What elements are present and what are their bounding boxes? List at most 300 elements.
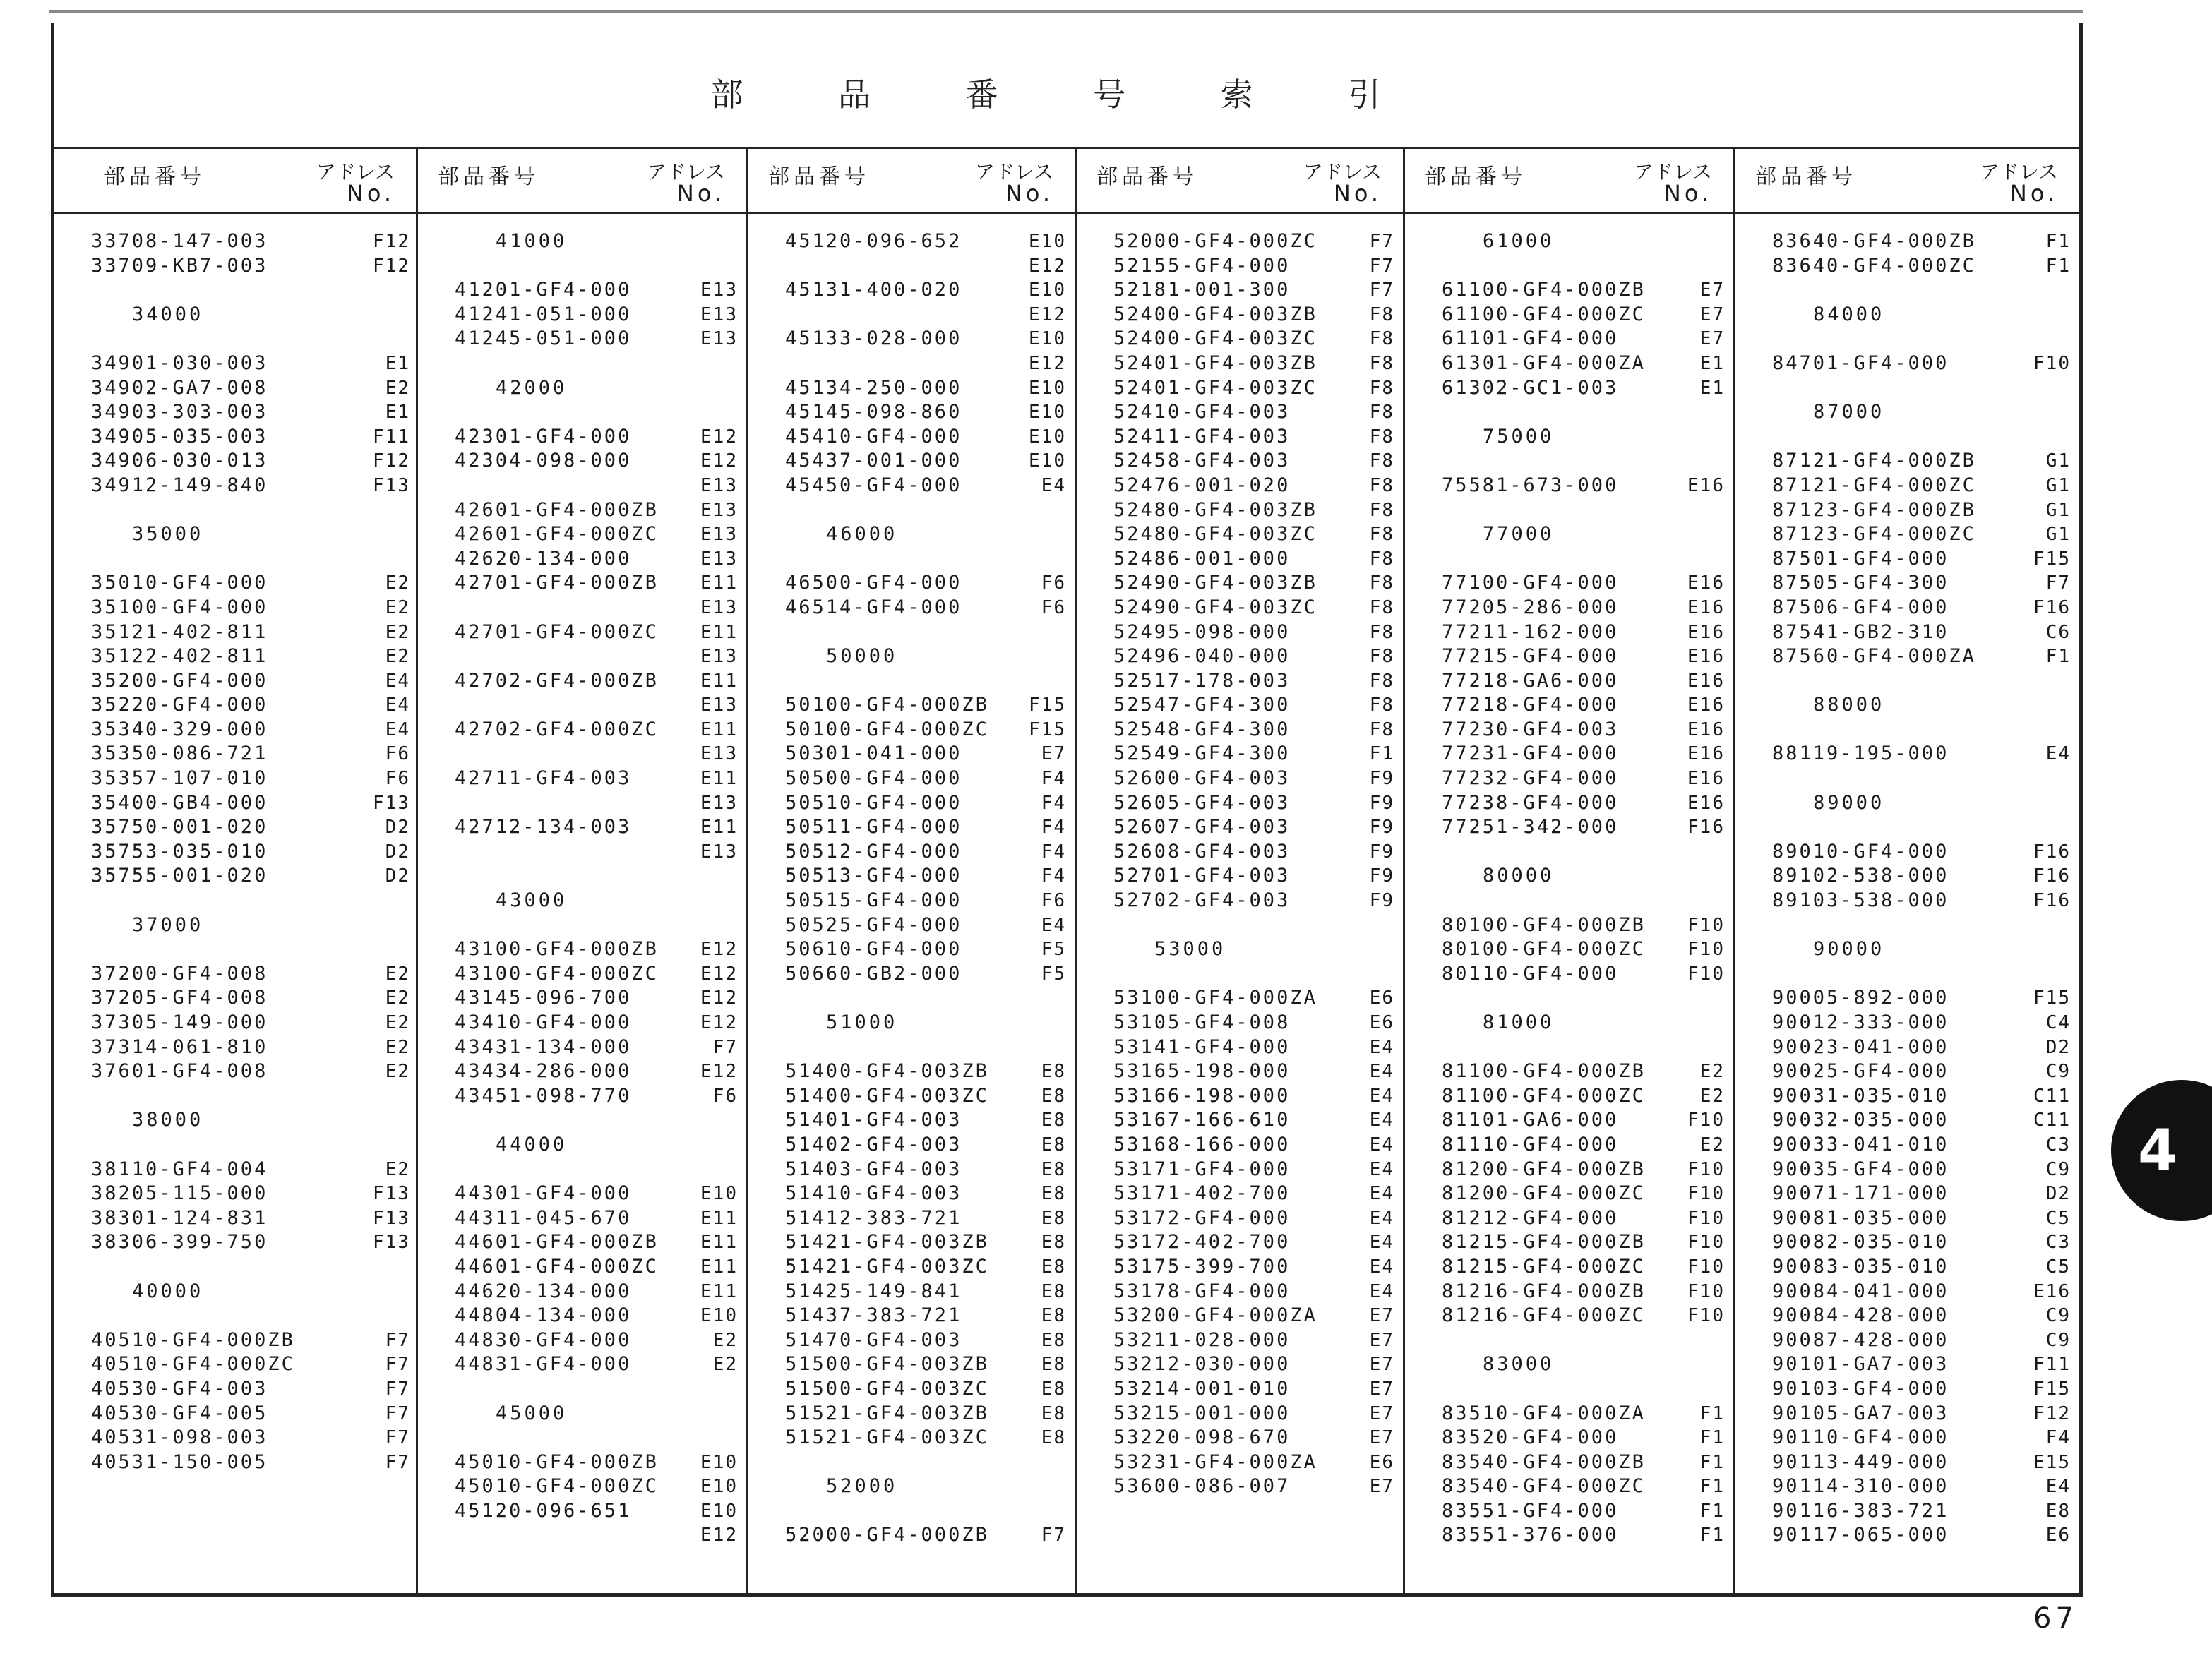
index-row (1735, 498, 2079, 523)
address-code: F9 (1369, 865, 1394, 887)
index-row (1077, 425, 1403, 450)
part-number: 53167-166-610 (1113, 1109, 1291, 1131)
index-row (1405, 1206, 1733, 1231)
part-number: 81216-GF4-000ZB (1442, 1280, 1646, 1302)
address-code: E6 (2045, 1525, 2071, 1546)
index-row (1735, 1011, 2079, 1035)
address-code: E8 (1041, 1305, 1066, 1327)
address-code: E2 (385, 596, 410, 618)
address-code: F16 (1687, 817, 1725, 839)
index-row (1405, 986, 1733, 1011)
index-row (748, 620, 1075, 645)
part-number: 53171-402-700 (1113, 1182, 1291, 1205)
index-row (1077, 1304, 1403, 1328)
index-row (748, 815, 1075, 840)
index-row (1077, 1352, 1403, 1377)
part-number: 35753-035-010 (91, 840, 268, 863)
group-heading (1405, 522, 1733, 547)
index-row (1735, 1084, 2079, 1109)
address-code: F1 (2045, 255, 2071, 277)
part-number: 61101-GF4-000 (1442, 328, 1619, 350)
group-heading (418, 1133, 746, 1158)
index-row (1405, 376, 1733, 401)
index-row (418, 1084, 746, 1109)
group-heading (418, 1402, 746, 1426)
index-row (54, 278, 416, 303)
part-number: 90081-035-000 (1772, 1206, 1949, 1229)
part-number: 50500-GF4-000 (785, 767, 962, 790)
part-number: 53100-GF4-000ZA (1113, 987, 1317, 1009)
index-row (418, 1328, 746, 1353)
part-number: 35755-001-020 (91, 865, 268, 887)
address-code: F1 (1699, 1525, 1725, 1546)
index-row (1735, 1206, 2079, 1231)
address-code: F10 (1687, 963, 1725, 985)
address-code: F7 (385, 1378, 410, 1400)
index-table (54, 149, 2079, 1593)
address-code: F16 (2033, 890, 2071, 912)
index-row (1077, 1450, 1403, 1475)
index-row (1077, 1255, 1403, 1280)
part-number-header: 部品番号 (1755, 164, 1857, 189)
address-code: E12 (700, 939, 738, 961)
part-number: 77218-GA6-000 (1442, 669, 1619, 692)
address-code: E8 (2045, 1500, 2071, 1522)
address-code: E10 (1029, 450, 1066, 472)
index-row (418, 864, 746, 889)
address-code: E2 (385, 987, 410, 1009)
index-row (1405, 791, 1733, 816)
index-row (1077, 498, 1403, 523)
index-row (1077, 644, 1403, 669)
column-header (1735, 149, 2079, 212)
part-number: 90103-GF4-000 (1772, 1377, 1949, 1400)
index-row (1077, 986, 1403, 1011)
address-code: E11 (700, 572, 738, 594)
index-row (748, 400, 1075, 425)
part-number: 90105-GA7-003 (1772, 1402, 1949, 1424)
address-code: E2 (1699, 1085, 1725, 1107)
index-row (54, 498, 416, 523)
address-code: F6 (1041, 596, 1066, 618)
address-code: F4 (1041, 768, 1066, 790)
part-number: 43100-GF4-000ZB (455, 938, 659, 961)
index-row (418, 767, 746, 791)
address-code: E2 (385, 572, 410, 594)
address-code: F8 (1369, 548, 1394, 570)
address-no-label: No. (346, 180, 395, 207)
index-row (1735, 962, 2079, 987)
group-heading (1735, 303, 2079, 328)
index-row (54, 1035, 416, 1060)
index-row (1735, 1133, 2079, 1158)
part-number: 43451-098-770 (455, 1084, 632, 1107)
index-row (1077, 229, 1403, 254)
part-number: 87541-GB2-310 (1772, 620, 1949, 643)
index-row (54, 400, 416, 425)
part-number: 42701-GF4-000ZB (455, 572, 659, 594)
part-number: 50660-GB2-000 (785, 962, 962, 985)
index-row (418, 254, 746, 279)
part-number: 52400-GF4-003ZC (1113, 328, 1317, 350)
index-row (748, 229, 1075, 254)
part-number: 44804-134-000 (455, 1304, 632, 1327)
address-code: F7 (385, 1427, 410, 1449)
index-row (54, 669, 416, 694)
address-code: F6 (385, 743, 410, 765)
index-row (748, 547, 1075, 572)
address-code: E12 (700, 1012, 738, 1033)
index-row (54, 767, 416, 791)
part-number: 34912-149-840 (91, 474, 268, 496)
index-row (54, 425, 416, 450)
address-code: F10 (1687, 1256, 1725, 1278)
index-row (748, 352, 1075, 376)
index-row (748, 376, 1075, 401)
index-row (1077, 1035, 1403, 1060)
address-code: E4 (1369, 1207, 1394, 1229)
part-number: 40531-098-003 (91, 1426, 268, 1449)
part-number: 90012-333-000 (1772, 1011, 1949, 1033)
address-code: F10 (2033, 352, 2071, 374)
index-row (1735, 840, 2079, 865)
index-row (748, 1255, 1075, 1280)
index-row (1405, 1255, 1733, 1280)
index-row (1735, 718, 2079, 743)
index-row (54, 742, 416, 767)
index-row (748, 327, 1075, 352)
part-number: 52400-GF4-003ZB (1113, 303, 1317, 325)
part-number: 50301-041-000 (785, 743, 962, 765)
address-code: E8 (1041, 1402, 1066, 1424)
address-code: E2 (712, 1354, 738, 1376)
index-row (418, 937, 746, 962)
address-code: D2 (385, 865, 410, 887)
address-code: E13 (700, 695, 738, 716)
index-row (1077, 1377, 1403, 1402)
index-row (418, 644, 746, 669)
part-number: 51410-GF4-003 (785, 1182, 962, 1205)
index-row (1735, 1182, 2079, 1206)
address-code: E10 (700, 1305, 738, 1327)
part-number: 87123-GF4-000ZB (1772, 498, 1976, 521)
address-code: E7 (1699, 280, 1725, 301)
index-row (748, 864, 1075, 889)
index-row (1405, 962, 1733, 987)
part-number: 53600-086-007 (1113, 1475, 1291, 1498)
index-row (1077, 620, 1403, 645)
group-heading (54, 1280, 416, 1304)
address-code: E10 (1029, 402, 1066, 423)
index-row (1405, 1158, 1733, 1182)
index-row (54, 693, 416, 718)
address-code: F6 (385, 768, 410, 790)
index-row (1077, 522, 1403, 547)
address-code: F8 (1369, 426, 1394, 447)
part-number: 34902-GA7-008 (91, 376, 268, 399)
index-row (1735, 1035, 2079, 1060)
address-code: E12 (700, 426, 738, 447)
part-number: 80000 (1483, 865, 1555, 887)
index-row (748, 1035, 1075, 1060)
part-number: 77231-GF4-000 (1442, 743, 1619, 765)
address-code: E4 (385, 719, 410, 740)
part-number: 35357-107-010 (91, 767, 268, 790)
address-code: F9 (1369, 768, 1394, 790)
part-number: 83510-GF4-000ZA (1442, 1402, 1646, 1424)
index-row (54, 620, 416, 645)
part-number: 53168-166-000 (1113, 1133, 1291, 1155)
part-number: 45134-250-000 (785, 376, 962, 399)
address-code: F8 (1369, 572, 1394, 594)
index-row (418, 1108, 746, 1133)
index-row (1405, 1230, 1733, 1255)
part-number: 81100-GF4-000ZB (1442, 1060, 1646, 1083)
part-number: 77251-342-000 (1442, 816, 1619, 839)
index-row (748, 840, 1075, 865)
part-number: 81000 (1483, 1011, 1555, 1033)
part-number: 35400-GB4-000 (91, 791, 268, 814)
part-number: 90114-310-000 (1772, 1475, 1949, 1498)
address-code: F8 (1369, 328, 1394, 350)
index-row (54, 791, 416, 816)
part-number: 77215-GF4-000 (1442, 645, 1619, 668)
index-row (418, 1059, 746, 1084)
part-number: 83640-GF4-000ZB (1772, 230, 1976, 252)
part-number: 90101-GA7-003 (1772, 1353, 1949, 1376)
address-code: F10 (1687, 1158, 1725, 1180)
row-list (748, 229, 1075, 1548)
part-number: 52607-GF4-003 (1113, 816, 1291, 839)
part-number: 88119-195-000 (1772, 743, 1949, 765)
part-number: 34903-303-003 (91, 401, 268, 423)
address-code: E8 (1041, 1280, 1066, 1302)
index-row (1077, 962, 1403, 987)
address-code: E2 (1699, 1134, 1725, 1155)
address-no-label: No. (1005, 180, 1053, 207)
address-code: E15 (2033, 1451, 2071, 1473)
index-row (1077, 791, 1403, 816)
index-row (1077, 449, 1403, 474)
index-row (1077, 1206, 1403, 1231)
address-code: E16 (1687, 792, 1725, 814)
index-row (418, 1450, 746, 1475)
address-code: E10 (1029, 426, 1066, 447)
address-code: E16 (2033, 1280, 2071, 1302)
index-row (1405, 693, 1733, 718)
address-no-label: No. (1333, 180, 1382, 207)
part-number: 90005-892-000 (1772, 987, 1949, 1009)
part-number: 52517-178-003 (1113, 669, 1291, 692)
part-number: 83640-GF4-000ZC (1772, 254, 1976, 277)
part-number: 34906-030-013 (91, 450, 268, 472)
group-heading (748, 1011, 1075, 1035)
index-row (1735, 229, 2079, 254)
address-code: E11 (700, 1232, 738, 1254)
index-row (1077, 1280, 1403, 1304)
address-code: F8 (1369, 352, 1394, 374)
index-row (1405, 620, 1733, 645)
part-number: 37305-149-000 (91, 1011, 268, 1033)
address-code: F4 (1041, 865, 1066, 887)
address-code: E8 (1041, 1085, 1066, 1107)
index-row (1405, 937, 1733, 962)
part-number: 42702-GF4-000ZC (455, 718, 659, 740)
address-code: F8 (1369, 646, 1394, 668)
address-label: アドレス (646, 160, 725, 184)
top-edge-line (49, 10, 2083, 13)
part-number: 90084-041-000 (1772, 1280, 1949, 1302)
address-code: E10 (1029, 377, 1066, 399)
address-code: F8 (1369, 524, 1394, 546)
address-label: アドレス (1979, 160, 2058, 184)
index-row (748, 1280, 1075, 1304)
index-row (748, 1108, 1075, 1133)
part-number: 51521-GF4-003ZC (785, 1426, 989, 1449)
index-row (748, 669, 1075, 694)
index-row (1735, 1499, 2079, 1524)
part-number: 77000 (1483, 523, 1555, 546)
index-row (748, 1059, 1075, 1084)
address-code: E16 (1687, 719, 1725, 740)
index-row (54, 1133, 416, 1158)
address-code: F4 (1041, 817, 1066, 839)
part-number: 34901-030-003 (91, 352, 268, 374)
address-code: E12 (700, 963, 738, 985)
index-row (1735, 742, 2079, 767)
group-heading (418, 376, 746, 401)
address-code: E7 (1699, 328, 1725, 350)
part-number: 53214-001-010 (1113, 1377, 1291, 1400)
part-number: 44601-GF4-000ZB (455, 1231, 659, 1254)
address-code: C4 (2045, 1012, 2071, 1033)
index-row (1405, 1426, 1733, 1450)
index-row (54, 1304, 416, 1328)
address-code: E10 (700, 1500, 738, 1522)
index-row (1405, 1499, 1733, 1524)
part-number: 42712-134-003 (455, 816, 632, 839)
part-number: 50515-GF4-000 (785, 889, 962, 912)
part-number: 87501-GF4-000 (1772, 547, 1949, 570)
part-number: 51400-GF4-003ZC (785, 1084, 989, 1107)
part-number: 90023-041-000 (1772, 1035, 1949, 1058)
address-code: G1 (2045, 524, 2071, 546)
part-number: 41241-051-000 (455, 303, 632, 325)
part-number: 52155-GF4-000 (1113, 254, 1291, 277)
index-row (1735, 1328, 2079, 1353)
index-row (748, 1523, 1075, 1548)
index-row (418, 1206, 746, 1231)
part-number: 38110-GF4-004 (91, 1158, 268, 1180)
address-code: F13 (373, 1183, 410, 1205)
part-number: 40510-GF4-000ZB (91, 1328, 295, 1351)
part-number: 43145-096-700 (455, 987, 632, 1009)
part-number: 90113-449-000 (1772, 1450, 1949, 1473)
part-number: 87506-GF4-000 (1772, 596, 1949, 618)
part-number: 44301-GF4-000 (455, 1182, 632, 1205)
address-code: E16 (1687, 768, 1725, 790)
address-code: E4 (1041, 474, 1066, 496)
address-code: E2 (385, 963, 410, 985)
part-number: 90071-171-000 (1772, 1182, 1949, 1205)
part-number: 52486-001-000 (1113, 547, 1291, 570)
index-row (1405, 644, 1733, 669)
index-row (54, 1450, 416, 1475)
index-row (1735, 254, 2079, 279)
part-number: 77205-286-000 (1442, 596, 1619, 618)
part-number: 77232-GF4-000 (1442, 767, 1619, 790)
index-row (1077, 571, 1403, 596)
address-code: E1 (1699, 377, 1725, 399)
index-row (748, 1402, 1075, 1426)
part-number: 45120-096-652 (785, 230, 962, 252)
index-row (418, 669, 746, 694)
part-number: 89010-GF4-000 (1772, 840, 1949, 863)
part-number: 53220-098-670 (1113, 1426, 1291, 1449)
part-number: 81212-GF4-000 (1442, 1206, 1619, 1229)
index-row (1405, 1450, 1733, 1475)
index-row (1735, 352, 2079, 376)
index-row (1405, 278, 1733, 303)
address-code: F7 (385, 1354, 410, 1376)
address-code: E2 (385, 1158, 410, 1180)
index-row (418, 1230, 746, 1255)
part-number: 87121-GF4-000ZB (1772, 450, 1976, 472)
part-number: 40530-GF4-005 (91, 1402, 268, 1424)
part-number: 42601-GF4-000ZB (455, 498, 659, 521)
index-row (54, 1059, 416, 1084)
part-number: 53212-030-000 (1113, 1353, 1291, 1376)
part-number: 53172-402-700 (1113, 1231, 1291, 1254)
index-row (1405, 742, 1733, 767)
index-row (1405, 718, 1733, 743)
index-row (54, 962, 416, 987)
part-number: 42620-134-000 (455, 547, 632, 570)
index-row (1735, 1474, 2079, 1499)
address-code: F10 (1687, 1207, 1725, 1229)
part-number: 53166-198-000 (1113, 1084, 1291, 1107)
address-code: E16 (1687, 596, 1725, 618)
part-number: 53211-028-000 (1113, 1328, 1291, 1351)
page-title: 部 品 番 号 索 引 (710, 76, 1423, 114)
group-heading (748, 1474, 1075, 1499)
address-code: E8 (1041, 1378, 1066, 1400)
index-row (418, 327, 746, 352)
address-code: F5 (1041, 963, 1066, 985)
address-code: F15 (2033, 1378, 2071, 1400)
part-number: 87560-GF4-000ZA (1772, 645, 1976, 668)
part-number: 90083-035-010 (1772, 1255, 1949, 1278)
group-heading (54, 913, 416, 938)
index-row (1077, 1474, 1403, 1499)
address-code: E10 (1029, 280, 1066, 301)
address-code: F13 (373, 474, 410, 496)
part-number: 75000 (1483, 425, 1555, 447)
address-label: アドレス (974, 160, 1053, 184)
index-row (54, 840, 416, 865)
address-code: E10 (700, 1183, 738, 1205)
part-number: 90084-428-000 (1772, 1304, 1949, 1327)
address-code: F10 (1687, 1183, 1725, 1205)
index-row (54, 1255, 416, 1280)
part-number: 90117-065-000 (1772, 1524, 1949, 1546)
part-number: 83000 (1483, 1353, 1555, 1376)
part-number: 52476-001-020 (1113, 474, 1291, 496)
index-row (1077, 327, 1403, 352)
group-heading (418, 889, 746, 913)
address-code: E16 (1687, 670, 1725, 692)
part-number: 51470-GF4-003 (785, 1328, 962, 1351)
